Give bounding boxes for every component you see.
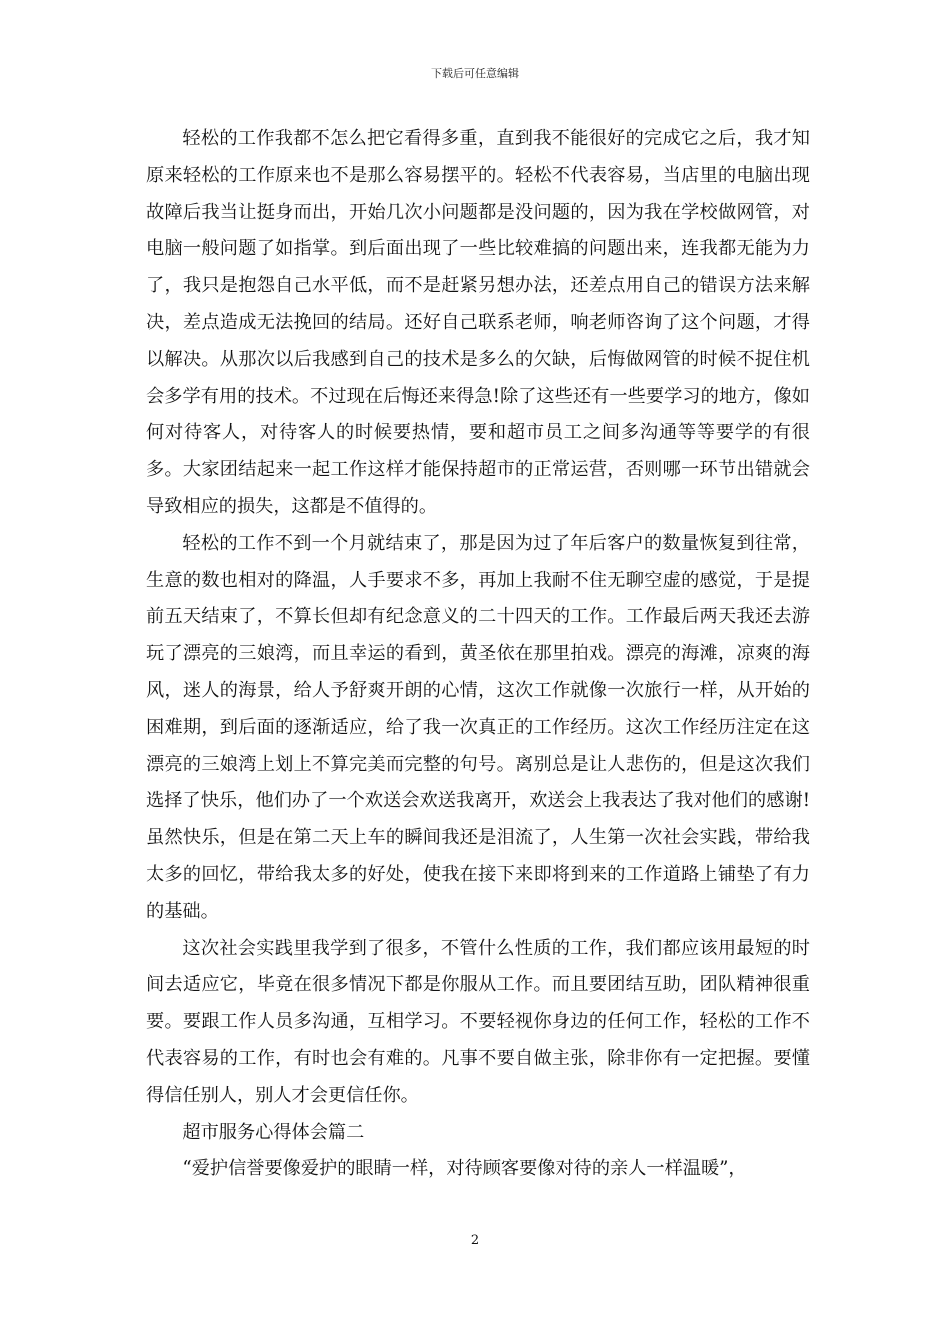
paragraph-2: 轻松的工作不到一个月就结束了，那是因为过了年后客户的数量恢复到往常，生意的数也相对的降温，人手要求不多，再加上我耐不住无聊空虚的感觉，于是提前五天结束了，不算长但却有纪念意义的二十四天的工作。工作最后两天我还去游玩了漂亮的三娘湾，而且幸运的看到，黄圣依在那里拍戏。漂亮的海滩，凉爽的海风，迷人的海景，给人予舒爽开朗的心情，这次工作就像一次旅行一样，从开始的困难期，到后面的逐渐适应，给了我一次真正的工作经历。这次工作经历注定在这漂亮的三娘湾上划上不算完美而完整的句号。离别总是让人悲伤的，但是这次我们选择了快乐，他们办了一个欢送会欢送我离开，欢送会上我表达了我对他们的感谢!虽然快乐，但是在第二天上车的瞬间我还是泪流了，人生第一次社会实践，带给我太多的回忆，带给我太多的好处，使我在接下来即将到来的工作道路上铺垫了有力的基础。 bbox=[146, 532, 810, 922]
document-body bbox=[146, 121, 810, 1188]
paragraph-1: 轻松的工作我都不怎么把它看得多重，直到我不能很好的完成它之后，我才知原来轻松的工作原来也不是那么容易摆平的。轻松不代表容易，当店里的电脑出现故障后我当让挺身而出，开始几次小问题都是没问题的，因为我在学校做网管，对电脑一般问题了如指掌。到后面出现了一些比较难搞的问题出来，连我都无能为力了，我只是抱怨自己水平低，而不是赶紧另想办法，还差点用自己的错误方法来解决，差点造成无法挽回的结局。还好自己联系老师，响老师咨询了这个问题，才得以解决。从那次以后我感到自己的技术是多么的欠缺，后悔做网管的时候不捉住机会多学有用的技术。不过现在后悔还来得急!除了这些还有一些要学习的地方，像如何对待客人，对待客人的时候要热情，要和超市员工之间多沟通等等要学的有很多。大家团结起来一起工作这样才能保持超市的正常运营，否则哪一环节出错就会导致相应的损失，这都是不值得的。 bbox=[146, 128, 810, 517]
page-header-note: 下载后可任意编辑 bbox=[431, 67, 519, 80]
section-heading: 超市服务心得体会篇二 bbox=[182, 1121, 365, 1143]
paragraph-3: 这次社会实践里我学到了很多，不管什么性质的工作，我们都应该用最短的时间去适应它，毕竟在很多情况下都是你服从工作。而且要团结互助，团队精神很重要。要跟工作人员多沟通，互相学习。不要轻视你身边的任何工作，轻松的工作不代表容易的工作，有时也会有难的。凡事不要自做主张，除非你有一定把握。要懂得信任别人，别人才会更信任你。 bbox=[146, 937, 810, 1106]
page-number: 2 bbox=[470, 1233, 480, 1248]
quote-line: “爱护信誉要像爱护的眼睛一样，对待顾客要像对待的亲人一样温暖”， bbox=[182, 1158, 747, 1180]
